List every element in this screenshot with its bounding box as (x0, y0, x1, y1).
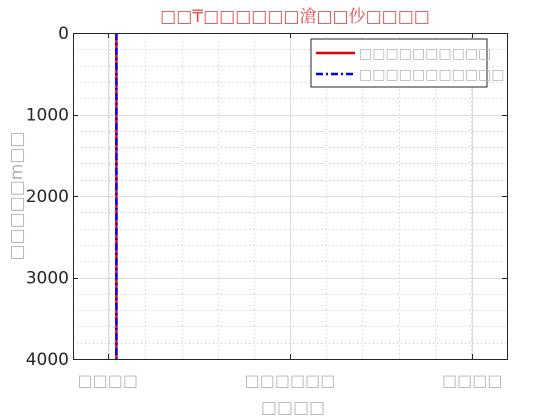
y-tick-label: 4000 (25, 350, 69, 370)
x-tick-label: □□□□□□ (244, 371, 336, 390)
y-axis-label: □□□□□m□□ (7, 131, 27, 261)
y-tick-label: 2000 (25, 187, 69, 207)
legend (311, 39, 505, 87)
legend-label-series-0: □□□□□□□□□□ (359, 46, 492, 62)
x-tick-label: □□□□ (77, 371, 138, 390)
y-tick-label: 0 (58, 24, 69, 44)
chart-title: □□₸□□□□□□滄□□仯□□□□ (160, 7, 430, 27)
y-tick-label: 3000 (25, 268, 69, 289)
y-tick-label: 1000 (25, 105, 69, 126)
legend-label-series-1: □□□□□□□□□□□ (359, 67, 505, 83)
x-axis-label: □□□□ (260, 398, 326, 418)
x-tick-label: □□□□ (442, 371, 503, 390)
